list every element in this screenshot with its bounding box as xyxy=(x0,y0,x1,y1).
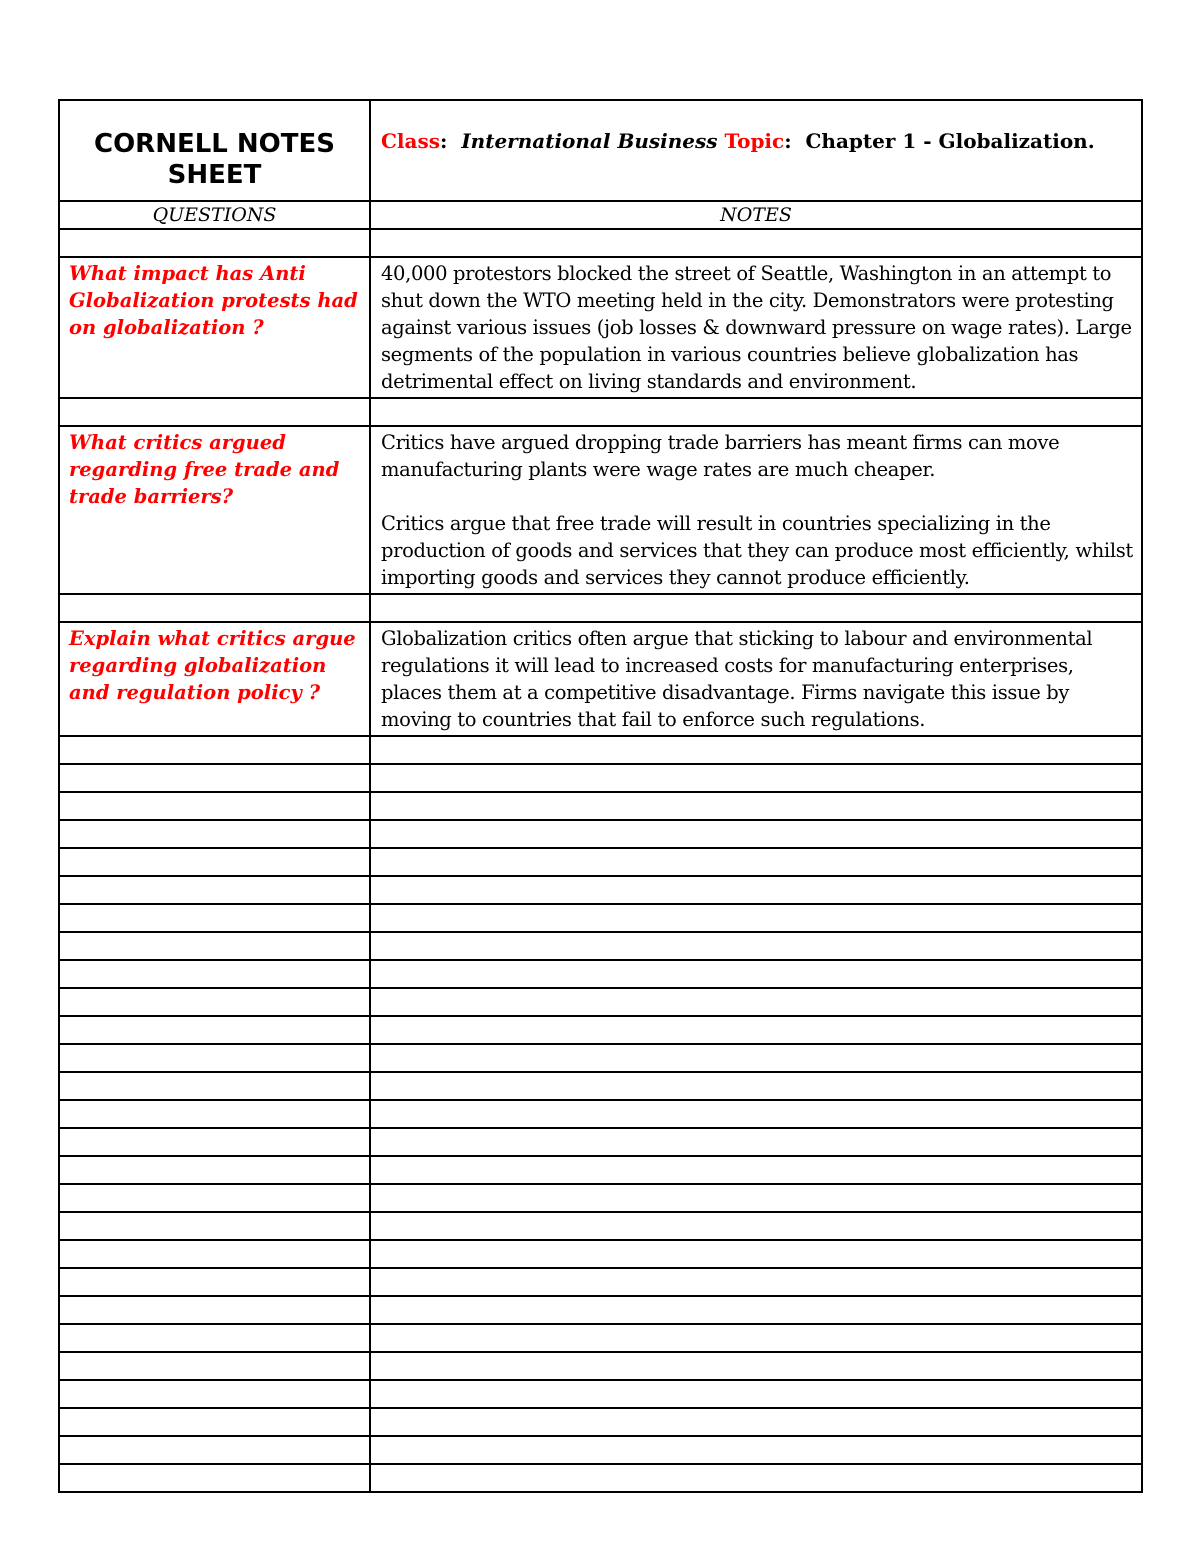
blank-notes-cell xyxy=(370,960,1142,988)
blank-question-cell xyxy=(59,988,370,1016)
blank-question-cell xyxy=(59,1100,370,1128)
entry-row xyxy=(59,622,1142,736)
blank-row xyxy=(59,1408,1142,1436)
topic-label: Topic xyxy=(724,129,785,153)
blank-notes-cell xyxy=(370,876,1142,904)
blank-row xyxy=(59,1156,1142,1184)
blank-question-cell xyxy=(59,1128,370,1156)
blank-question-cell xyxy=(59,820,370,848)
spacer-row xyxy=(59,229,1142,257)
blank-question-cell xyxy=(59,1044,370,1072)
blank-question-cell xyxy=(59,1240,370,1268)
blank-notes-cell xyxy=(370,1380,1142,1408)
blank-question-cell xyxy=(59,764,370,792)
blank-question-cell xyxy=(59,1072,370,1100)
blank-notes-cell xyxy=(370,1436,1142,1464)
blank-row xyxy=(59,1044,1142,1072)
blank-row xyxy=(59,1128,1142,1156)
blank-notes-cell xyxy=(370,1072,1142,1100)
blank-row xyxy=(59,932,1142,960)
blank-row xyxy=(59,904,1142,932)
entry-row xyxy=(59,257,1142,398)
blank-question-cell xyxy=(59,848,370,876)
blank-notes-cell xyxy=(370,1240,1142,1268)
blank-question-cell xyxy=(59,1212,370,1240)
notes-paragraph: Globalization critics often argue that sticking to labour and environmental regulations it will lead to increased costs for manufacturing enterprises, places them at a competitive disadvantage. Firms navigate this issue by moving to countries that fail to enforce such regulations. xyxy=(381,627,1093,731)
blank-question-cell xyxy=(59,792,370,820)
blank-notes-cell xyxy=(370,1268,1142,1296)
blank-notes-cell xyxy=(370,1156,1142,1184)
blank-row xyxy=(59,820,1142,848)
blank-notes-cell xyxy=(370,1128,1142,1156)
blank-notes-cell xyxy=(370,988,1142,1016)
blank-notes-cell xyxy=(370,932,1142,960)
question-cell: What critics argued regarding free trade and trade barriers? xyxy=(59,426,370,594)
topic-value: Chapter 1 - Globalization. xyxy=(805,129,1095,153)
question-cell: What impact has Anti Globalization protests had on globalization ? xyxy=(59,257,370,398)
blank-notes-cell xyxy=(370,1408,1142,1436)
blank-notes-cell xyxy=(370,1184,1142,1212)
sheet-title-text: CORNELL NOTES SHEET xyxy=(94,128,335,190)
question-cell: Explain what critics argue regarding globalization and regulation policy ? xyxy=(59,622,370,736)
notes-cell xyxy=(370,426,1142,594)
blank-question-cell xyxy=(59,1156,370,1184)
blank-row xyxy=(59,1212,1142,1240)
blank-question-cell xyxy=(59,960,370,988)
notes-cell xyxy=(370,257,1142,398)
blank-question-cell xyxy=(59,1352,370,1380)
blank-notes-cell xyxy=(370,1016,1142,1044)
blank-notes-cell xyxy=(370,904,1142,932)
blank-row xyxy=(59,1240,1142,1268)
blank-row xyxy=(59,848,1142,876)
blank-row xyxy=(59,1184,1142,1212)
blank-notes-cell xyxy=(370,1464,1142,1492)
blank-notes-cell xyxy=(370,792,1142,820)
notes-paragraph: Critics have argued dropping trade barriers has meant firms can move manufacturing plants were wage rates are much cheaper. xyxy=(381,431,1060,481)
spacer-row xyxy=(59,398,1142,426)
blank-question-cell xyxy=(59,932,370,960)
entry-row xyxy=(59,426,1142,594)
column-header-row xyxy=(59,201,1142,229)
blank-notes-cell xyxy=(370,820,1142,848)
notes-paragraph: 40,000 protestors blocked the street of Seattle, Washington in an attempt to shut down the WTO meeting held in the city. Demonstrators were protesting against various issues (job losses & downward pressure on wage rates). Large segments of the population in various countries believe globalization has detrimental effect on living standards and environment. xyxy=(381,262,1132,393)
blank-row xyxy=(59,960,1142,988)
blank-row xyxy=(59,1324,1142,1352)
blank-question-cell xyxy=(59,1324,370,1352)
notes-header: NOTES xyxy=(370,201,1142,229)
blank-note-lines xyxy=(59,736,1142,1492)
blank-question-cell xyxy=(59,1436,370,1464)
blank-notes-cell xyxy=(370,1296,1142,1324)
blank-question-cell xyxy=(59,1268,370,1296)
blank-row xyxy=(59,1436,1142,1464)
blank-notes-cell xyxy=(370,764,1142,792)
blank-row xyxy=(59,764,1142,792)
blank-question-cell xyxy=(59,1296,370,1324)
blank-notes-cell xyxy=(370,1352,1142,1380)
title-row xyxy=(59,100,1142,201)
blank-notes-cell xyxy=(370,848,1142,876)
blank-row xyxy=(59,792,1142,820)
blank-notes-cell xyxy=(370,1212,1142,1240)
blank-row xyxy=(59,1296,1142,1324)
blank-row xyxy=(59,1268,1142,1296)
blank-question-cell xyxy=(59,876,370,904)
blank-notes-cell xyxy=(370,1324,1142,1352)
blank-row xyxy=(59,1072,1142,1100)
blank-row xyxy=(59,1380,1142,1408)
blank-question-cell xyxy=(59,904,370,932)
blank-row xyxy=(59,1016,1142,1044)
blank-row xyxy=(59,876,1142,904)
blank-question-cell xyxy=(59,1408,370,1436)
sheet-title xyxy=(59,100,370,201)
notes-cell xyxy=(370,622,1142,736)
class-topic-line: Class: International Business Topic: Chapter 1 - Globalization. xyxy=(370,100,1142,201)
blank-notes-cell xyxy=(370,1100,1142,1128)
blank-notes-cell xyxy=(370,736,1142,764)
blank-row xyxy=(59,1100,1142,1128)
blank-row xyxy=(59,1464,1142,1492)
blank-question-cell xyxy=(59,1184,370,1212)
blank-question-cell xyxy=(59,1016,370,1044)
class-label: Class xyxy=(381,129,440,153)
blank-row xyxy=(59,736,1142,764)
blank-row xyxy=(59,988,1142,1016)
blank-question-cell xyxy=(59,1380,370,1408)
class-value: International Business xyxy=(461,129,718,153)
cornell-notes-table xyxy=(58,99,1143,1493)
blank-notes-cell xyxy=(370,1044,1142,1072)
blank-row xyxy=(59,1352,1142,1380)
spacer-row xyxy=(59,594,1142,622)
blank-question-cell xyxy=(59,1464,370,1492)
notes-paragraph: Critics argue that free trade will result in countries specializing in the production of goods and services that they can produce most efficiently, whilst importing goods and services they cannot produce efficiently. xyxy=(381,512,1133,589)
blank-question-cell xyxy=(59,736,370,764)
questions-header: QUESTIONS xyxy=(59,201,370,229)
